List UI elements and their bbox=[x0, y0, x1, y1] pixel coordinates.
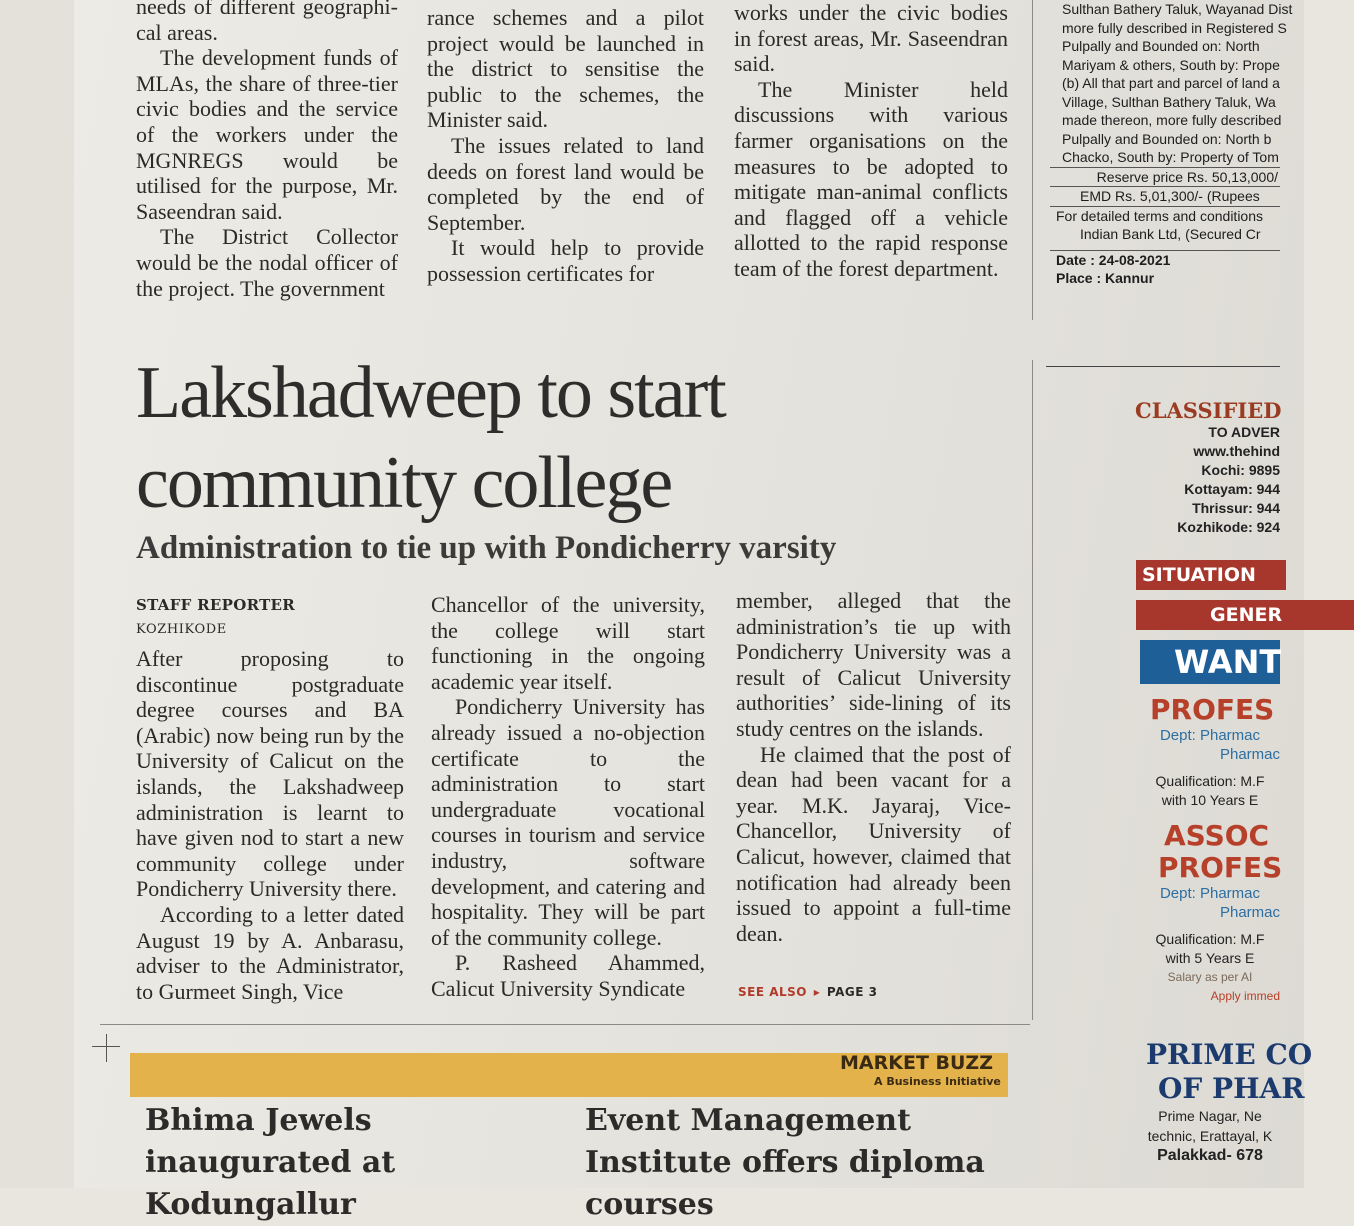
section-rule bbox=[100, 1024, 1030, 1025]
role-associate: ASSOC bbox=[1164, 819, 1270, 852]
classified-contact-line: Thrissur: 944 bbox=[1192, 500, 1280, 516]
top-column-2 bbox=[427, 5, 704, 287]
paragraph: The issues related to land deeds on forest land would be completed by the end of September. bbox=[427, 132, 704, 235]
wanted-ad bbox=[1140, 640, 1283, 1040]
paragraph: Chancellor of the university, the college will start functioning in the ongoing academic year itself. bbox=[431, 592, 705, 694]
paragraph: works under the civic bodies in forest areas, Mr. Saseendran said. bbox=[734, 0, 1008, 77]
classified-contact-line: TO ADVER bbox=[1208, 424, 1280, 440]
dateline: KOZHIKODE bbox=[136, 622, 227, 637]
arrow-right-icon: ▸ bbox=[813, 985, 821, 999]
market-buzz-title: MARKET BUZZ bbox=[840, 1052, 993, 1074]
top-column-3 bbox=[734, 0, 1008, 282]
wanted-header: WANT bbox=[1140, 640, 1280, 684]
role-associate: PROFES bbox=[1158, 851, 1283, 884]
paragraph: It would help to provide possession certificates for bbox=[427, 235, 704, 286]
paragraph: He claimed that the post of dean had been vacant for a year. M.K. Jayaraj, Vice-Chancellor, University of Calicut, however, claimed that notification had already been issued to appoint a full-time dean. bbox=[736, 741, 1011, 946]
article-column-1 bbox=[136, 646, 404, 1004]
classified-title: CLASSIFIED bbox=[1135, 398, 1282, 423]
classified-contact-line: www.thehind bbox=[1193, 443, 1280, 459]
top-column-1 bbox=[136, 0, 398, 301]
legal-notice-ad bbox=[1050, 0, 1293, 300]
qualification-line: Qualification: M.F bbox=[1155, 931, 1265, 947]
article-column-2 bbox=[431, 592, 705, 1002]
headline: Lakshadweep to start community college bbox=[136, 352, 725, 524]
crop-mark bbox=[106, 1034, 107, 1062]
see-also bbox=[738, 985, 877, 999]
dept-line: Pharmac bbox=[1219, 904, 1280, 921]
emd: EMD Rs. 5,01,300/- (Rupees bbox=[1050, 186, 1280, 206]
paragraph: According to a letter dated August 19 by A. Anbarasu, adviser to the Administrator, to Gurmeet Singh, Vice bbox=[136, 901, 404, 1004]
terms-line-2: Indian Bank Ltd, (Secured Cr bbox=[1080, 226, 1261, 242]
prime-address: Palakkad- 678 bbox=[1157, 1147, 1263, 1164]
market-buzz-story-2: Event Management Institute offers diploma courses bbox=[585, 1103, 985, 1222]
salary-line: Salary as per AI bbox=[1167, 970, 1253, 984]
notice-line: Pulpally and Bounded on: North b bbox=[1062, 130, 1272, 147]
notice-line: Sulthan Bathery Taluk, Wayanad Dist bbox=[1062, 1, 1293, 17]
classified-contact-line: Kochi: 9895 bbox=[1201, 462, 1280, 478]
market-buzz-subtitle: A Business Initiative bbox=[874, 1075, 1001, 1088]
subhead: Administration to tie up with Pondicherry varsity bbox=[136, 530, 837, 566]
notice-line: (b) All that part and parcel of land a bbox=[1062, 75, 1280, 91]
prime-address: Prime Nagar, Ne bbox=[1158, 1108, 1262, 1124]
paragraph: member, alleged that the administration’s tie up with Pondicherry University was a result of Calicut University authorities’ side-lining of its study centres on the islands. bbox=[736, 588, 1011, 741]
paragraph: Pondicherry University has already issued a no-objection certificate to the administration to start undergraduate vocational courses in tourism and service industry, software development, and catering and hospitality. They will be part of the community college. bbox=[431, 694, 705, 950]
general-label: GENER bbox=[1210, 604, 1283, 626]
classified-contacts bbox=[1135, 423, 1280, 537]
column-rule bbox=[1032, 0, 1033, 320]
paragraph: P. Rasheed Ahammed, Calicut University Syndicate bbox=[431, 950, 705, 1001]
market-buzz-story-1: Bhima Jewels inaugurated at Kodungallur bbox=[145, 1103, 396, 1222]
paragraph: The District Collector would be the nodal officer of the project. The government bbox=[136, 224, 398, 301]
dept-line: Pharmac bbox=[1219, 746, 1280, 763]
classified-block bbox=[1135, 398, 1280, 537]
prime-title-1: PRIME CO bbox=[1146, 1038, 1313, 1071]
paragraph: After proposing to discontinue postgraduate degree courses and BA (Arabic) now being run by the University of Calicut on the islands, the Lakshadweep administration is learnt to have given nod to start a new community college under Pondicherry University there. bbox=[136, 646, 404, 902]
notice-place: Place : Kannur bbox=[1056, 270, 1155, 286]
qualification-line: with 10 Years E bbox=[1161, 792, 1259, 808]
notice-line: Mariyam & others, South by: Prope bbox=[1062, 56, 1280, 73]
qualification-line: Qualification: M.F bbox=[1155, 773, 1265, 789]
apply-line: Apply immed bbox=[1210, 989, 1280, 1003]
see-also-page: PAGE 3 bbox=[826, 985, 878, 999]
dept-line: Dept: Pharmac bbox=[1159, 885, 1261, 902]
paragraph: rance schemes and a pilot project would be launched in the district to sensitise the public to the schemes, the Minister said. bbox=[427, 5, 704, 133]
notice-text bbox=[1050, 0, 1293, 167]
notice-line: Chacko, South by: Property of Tom bbox=[1062, 149, 1279, 165]
paragraph: needs of different geographi-cal areas. bbox=[136, 0, 398, 45]
column-rule bbox=[1032, 360, 1033, 1020]
notice-line: made thereon, more fully described bbox=[1062, 112, 1282, 128]
dept-line: Dept: Pharmac bbox=[1159, 727, 1261, 744]
paragraph: The development funds of MLAs, the share of three-tier civic bodies and the service of the workers under the MGNREGS would be utilised for the purpose, Mr. Saseendran said. bbox=[136, 45, 398, 224]
paragraph: The Minister held discussions with various farmer organisations on the measures to be adopted to mitigate man-animal conflicts and flagged off a vehicle allotted to the rapid response team of the forest department. bbox=[734, 76, 1008, 281]
notice-line: Village, Sulthan Bathery Taluk, Wa bbox=[1062, 93, 1276, 110]
notice-date: Date : 24-08-2021 bbox=[1050, 250, 1280, 270]
role-professor: PROFES bbox=[1150, 693, 1275, 726]
reserve-price: Reserve price Rs. 50,13,000/ bbox=[1050, 167, 1280, 187]
prime-title-2: OF PHAR bbox=[1158, 1072, 1305, 1105]
qualification-line: with 5 Years E bbox=[1165, 950, 1255, 966]
classified-contact-line: Kottayam: 944 bbox=[1184, 481, 1280, 497]
prime-address: technic, Erattayal, K bbox=[1147, 1128, 1273, 1144]
prime-college-ad bbox=[1140, 1038, 1313, 1188]
situation-label: SITUATION bbox=[1142, 564, 1256, 586]
see-also-label: SEE ALSO bbox=[738, 985, 807, 999]
byline: STAFF REPORTER bbox=[136, 596, 296, 614]
terms-line-1: For detailed terms and conditions bbox=[1050, 206, 1280, 226]
classified-contact-line: Kozhikode: 924 bbox=[1177, 519, 1280, 535]
section-rule bbox=[1046, 366, 1280, 367]
notice-line: more fully described in Registered S bbox=[1062, 19, 1287, 36]
article-column-3 bbox=[736, 588, 1011, 946]
general-bar bbox=[1136, 600, 1354, 630]
left-margin bbox=[0, 0, 74, 1188]
situation-bar bbox=[1136, 560, 1286, 590]
notice-line: Pulpally and Bounded on: North bbox=[1062, 38, 1260, 54]
